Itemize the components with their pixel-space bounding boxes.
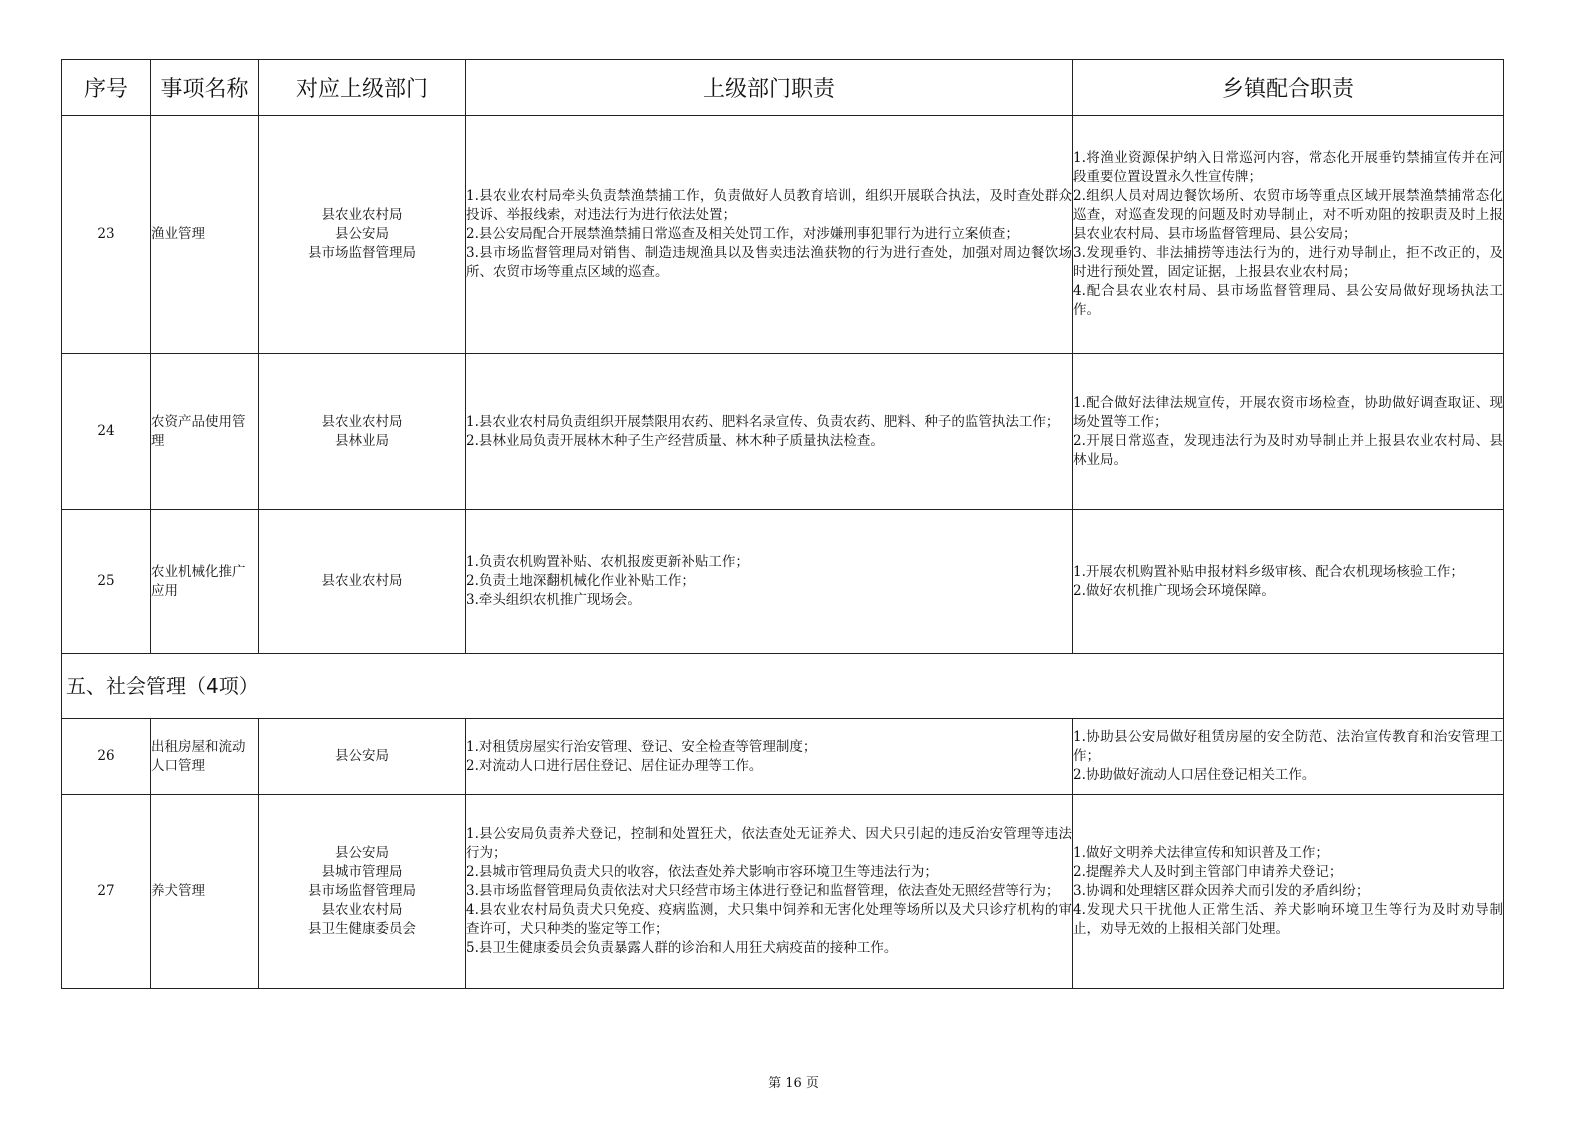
duty-line: 1.协助县公安局做好租赁房屋的安全防范、法治宣传教育和治安管理工作； (1073, 729, 1503, 764)
dept-name: 县农业农村局 (321, 573, 403, 589)
town-duty-cell (1073, 719, 1504, 795)
duty-line: 3.牵头组织农机推广现场会。 (466, 592, 641, 608)
duty-line: 2.提醒养犬人及时到主管部门申请养犬登记； (1073, 864, 1343, 880)
item-name: 渔业管理 (151, 116, 259, 354)
dept-name: 县城市管理局 (321, 864, 403, 880)
dept-name: 县公安局 (335, 226, 389, 242)
duty-line: 1.配合做好法律法规宣传，开展农资市场检查，协助做好调查取证、现场处置等工作； (1073, 394, 1503, 430)
duty-line: 3.发现垂钓、非法捕捞等违法行为的，进行劝导制止，拒不改正的，及时进行预处置，固定证据，上报县农业农村局； (1073, 245, 1503, 280)
dept-cell (259, 795, 466, 989)
upper-duty-cell (466, 795, 1073, 989)
header-town-duty: 乡镇配合职责 (1073, 60, 1504, 116)
upper-duty-cell (466, 116, 1073, 354)
duty-line: 2.县城市管理局负责犬只的收容，依法查处养犬影响市容环境卫生等违法行为； (466, 864, 938, 880)
row-number: 23 (62, 116, 151, 354)
duty-line: 1.县农业农村局牵头负责禁渔禁捕工作，负责做好人员教育培训，组织开展联合执法，及时查处群众投诉、举报线索，对违法行为进行依法处置； (466, 188, 1072, 223)
duty-line: 2.协助做好流动人口居住登记相关工作。 (1073, 767, 1316, 783)
table-body-b (62, 719, 1504, 989)
upper-duty-cell (466, 719, 1073, 795)
table-row (62, 719, 1504, 795)
dept-name: 县市场监督管理局 (308, 883, 416, 899)
duty-line: 2.县公安局配合开展禁渔禁捕日常巡查及相关处罚工作，对涉嫌刑事犯罪行为进行立案侦查； (466, 226, 1019, 242)
section-body (62, 654, 1504, 719)
dept-name: 县林业局 (335, 432, 389, 449)
duty-line: 1.县农业农村局负责组织开展禁限用农药、肥料名录宣传、负责农药、肥料、种子的监管执法工作； (466, 413, 1060, 430)
duty-line: 4.配合县农业农村局、县市场监督管理局、县公安局做好现场执法工作。 (1073, 283, 1503, 318)
duty-line: 2.做好农机推广现场会环境保障。 (1073, 582, 1275, 599)
duty-line: 1.负责农机购置补贴、农机报废更新补贴工作； (466, 554, 749, 570)
dept-name: 县卫生健康委员会 (308, 921, 416, 937)
page-footer: 第 16 页 (768, 1076, 819, 1091)
item-name: 养犬管理 (151, 795, 259, 989)
duty-line: 2.组织人员对周边餐饮场所、农贸市场等重点区域开展禁渔禁捕常态化巡查，对巡查发现的问题及时劝导制止，对不听劝阻的按职责及时上报县农业农村局、县市场监督管理局、县公安局； (1073, 188, 1503, 242)
dept-cell (259, 510, 466, 654)
item-name: 出租房屋和流动人口管理 (151, 719, 259, 795)
row-number: 26 (62, 719, 151, 795)
duty-line: 2.对流动人口进行居住登记、居住证办理等工作。 (466, 757, 763, 774)
duty-line: 1.对租赁房屋实行治安管理、登记、安全检查等管理制度； (466, 738, 817, 755)
dept-cell (259, 354, 466, 510)
upper-duty-cell (466, 354, 1073, 510)
dept-name: 县农业农村局 (321, 902, 403, 918)
header-no: 序号 (62, 60, 151, 116)
row-number: 25 (62, 510, 151, 654)
row-number: 27 (62, 795, 151, 989)
table-body-a (62, 116, 1504, 654)
duty-line: 4.发现犬只干扰他人正常生活、养犬影响环境卫生等行为及时劝导制止，劝导无效的上报相关部门处理。 (1073, 902, 1503, 937)
row-number: 24 (62, 354, 151, 510)
duty-line: 2.县林业局负责开展林木种子生产经营质量、林木种子质量执法检查。 (466, 432, 884, 449)
dept-cell (259, 719, 466, 795)
table-row (62, 510, 1504, 654)
town-duty-cell (1073, 354, 1504, 510)
duty-line: 3.县市场监督管理局负责依法对犬只经营市场主体进行登记和监督管理，依法查处无照经营等行为； (466, 883, 1060, 899)
section-title: 五、社会管理（4项） (62, 654, 1504, 719)
table-row (62, 116, 1504, 354)
dept-name: 县公安局 (335, 845, 389, 861)
duty-table (61, 59, 1504, 989)
item-name: 农资产品使用管理 (151, 354, 259, 510)
table-row (62, 354, 1504, 510)
duty-line: 2.负责土地深翻机械化作业补贴工作； (466, 573, 695, 589)
duty-line: 3.县市场监督管理局对销售、制造违规渔具以及售卖违法渔获物的行为进行查处，加强对周边餐饮场所、农贸市场等重点区域的巡查。 (466, 245, 1072, 280)
duty-line: 1.将渔业资源保护纳入日常巡河内容，常态化开展垂钓禁捕宣传并在河段重要位置设置永久性宣传牌； (1073, 150, 1503, 185)
upper-duty-cell (466, 510, 1073, 654)
duty-line: 1.县公安局负责养犬登记，控制和处置狂犬，依法查处无证养犬、因犬只引起的违反治安管理等违法行为； (466, 826, 1072, 861)
town-duty-cell (1073, 795, 1504, 989)
dept-name: 县农业农村局 (321, 207, 403, 223)
dept-name: 县农业农村局 (321, 413, 403, 430)
item-name: 农业机械化推广应用 (151, 510, 259, 654)
header-row (62, 60, 1504, 116)
duty-line: 3.协调和处理辖区群众因养犬而引发的矛盾纠纷； (1073, 883, 1370, 899)
section-row (62, 654, 1504, 719)
header-name: 事项名称 (151, 60, 259, 116)
town-duty-cell (1073, 116, 1504, 354)
header-upper-duty: 上级部门职责 (466, 60, 1073, 116)
dept-cell (259, 116, 466, 354)
duty-line: 5.县卫生健康委员会负责暴露人群的诊治和人用狂犬病疫苗的接种工作。 (466, 940, 898, 956)
duty-line: 1.开展农机购置补贴申报材料乡级审核、配合农机现场核验工作； (1073, 563, 1464, 580)
town-duty-cell (1073, 510, 1504, 654)
duty-line: 2.开展日常巡查，发现违法行为及时劝导制止并上报县农业农村局、县林业局。 (1073, 432, 1503, 468)
dept-name: 县公安局 (335, 748, 389, 764)
duty-line: 1.做好文明养犬法律宣传和知识普及工作； (1073, 845, 1329, 861)
table-row (62, 795, 1504, 989)
duty-line: 4.县农业农村局负责犬只免疫、疫病监测，犬只集中饲养和无害化处理等场所以及犬只诊疗机构的审查许可，犬只种类的鉴定等工作； (466, 902, 1072, 937)
dept-name: 县市场监督管理局 (308, 245, 416, 261)
header-dept: 对应上级部门 (259, 60, 466, 116)
